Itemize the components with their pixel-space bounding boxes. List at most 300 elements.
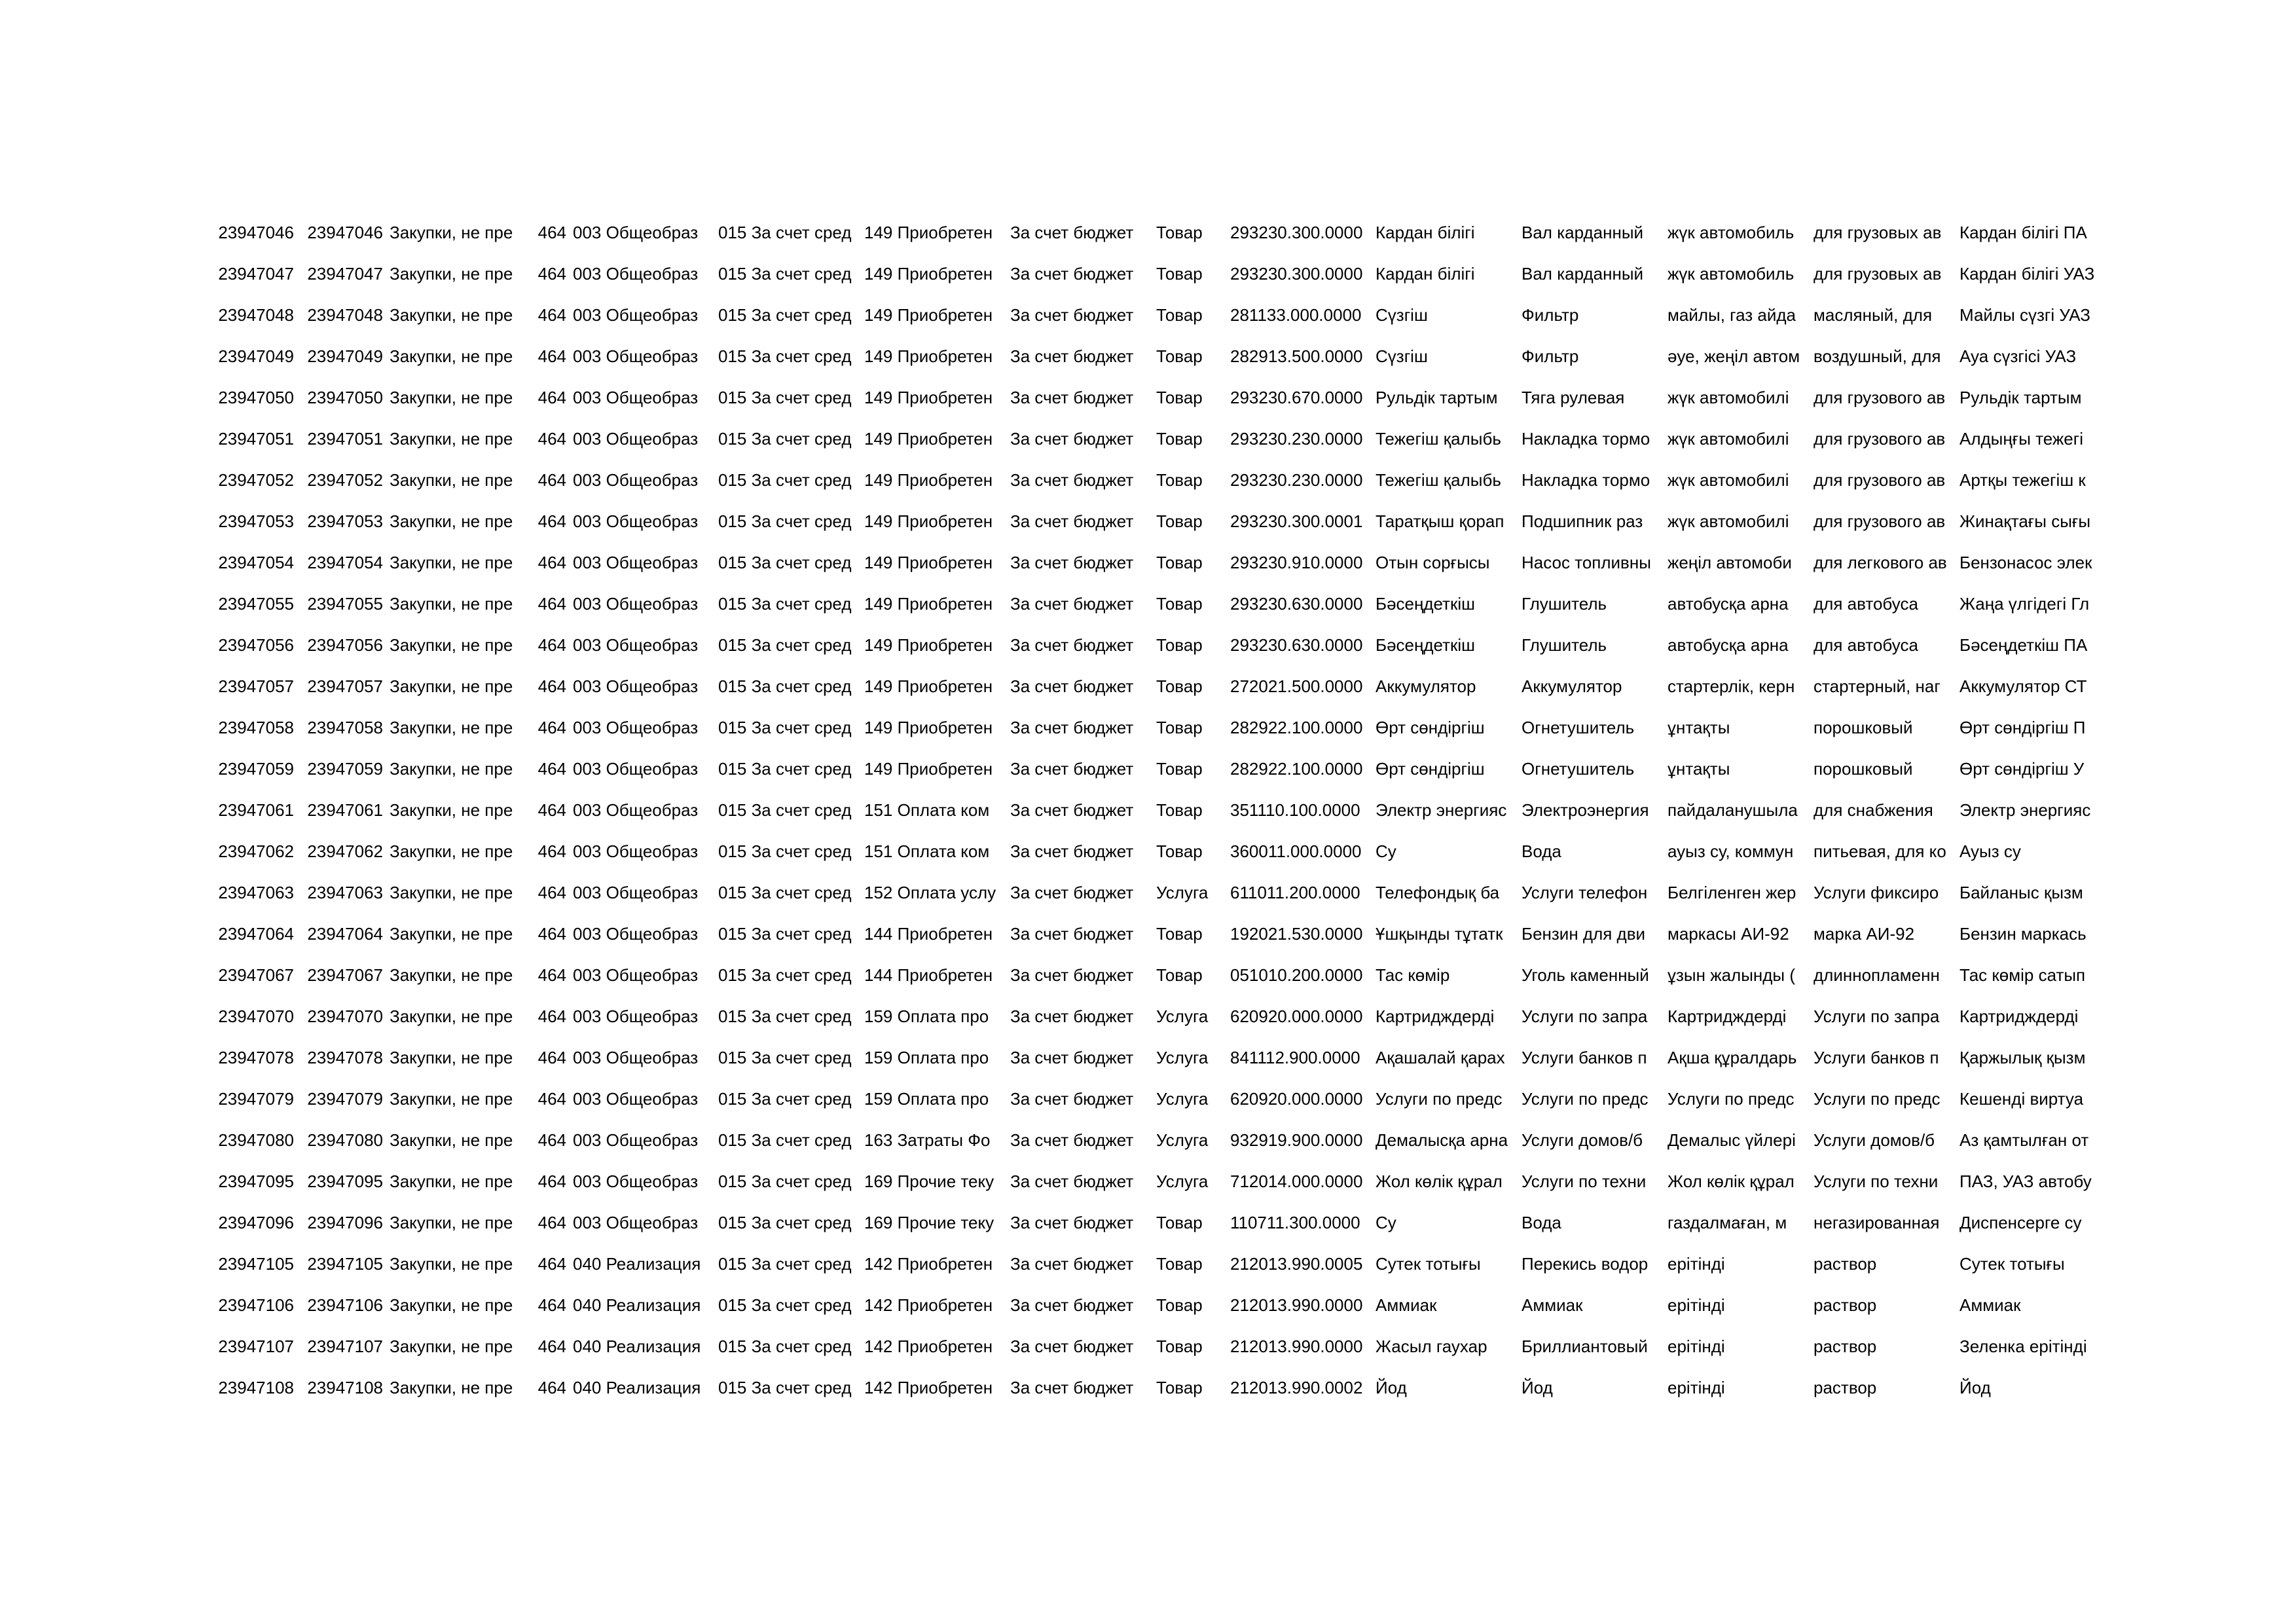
cell-text: Услуга <box>1156 1047 1209 1067</box>
characteristic-ru-cell <box>1811 1160 1957 1202</box>
cell-text: 464 <box>538 1130 566 1150</box>
specifics-cell <box>862 335 1008 377</box>
cell-text: 110711.300.0000 <box>1230 1212 1360 1232</box>
cell-text: ПАЗ, УАЗ автобу <box>1959 1171 2092 1191</box>
cell-text: раствор <box>1813 1295 1877 1315</box>
characteristic-ru-cell <box>1811 1119 1957 1160</box>
cell-text: Услуги по предс <box>1376 1088 1503 1109</box>
subject-type-cell <box>1154 542 1228 583</box>
admin-code-cell <box>532 335 570 377</box>
cell-text: газдалмаған, м <box>1667 1212 1787 1232</box>
cell-text: 003 Общеобраз <box>573 470 699 490</box>
program-cell <box>570 500 716 542</box>
cell-text: 040 Реализация <box>573 1336 701 1356</box>
cell-text: 464 <box>538 1212 566 1232</box>
cell-text: За счет бюджет <box>1010 1047 1134 1067</box>
cell-text: для грузового ав <box>1813 511 1946 531</box>
cell-text: 149 Приобретен <box>864 635 993 655</box>
characteristic-kz-cell <box>1665 913 1811 954</box>
cell-text: Таратқыш қорап <box>1376 511 1504 531</box>
cell-text: 23947058 <box>218 717 294 737</box>
cell-text: Бәсеңдеткіш <box>1376 593 1476 614</box>
lot-id-cell <box>298 1243 387 1284</box>
table-row <box>189 995 2102 1037</box>
cell-text: Бәсеңдеткіш ПА <box>1959 635 2088 655</box>
name-kz-cell <box>1373 335 1519 377</box>
cell-text: 015 За счет сред <box>718 428 852 449</box>
cell-text: Глушитель <box>1522 593 1607 614</box>
cell-text: Су <box>1376 1212 1396 1232</box>
cell-text: Услуга <box>1156 1088 1209 1109</box>
cell-text: марка АИ-92 <box>1813 923 1915 944</box>
characteristic-ru-cell <box>1811 624 1957 665</box>
subject-type-cell <box>1154 913 1228 954</box>
specifics-cell <box>862 459 1008 500</box>
cell-text: 464 <box>538 676 566 696</box>
cell-text: Байланыс қызм <box>1959 882 2083 902</box>
cell-text: Услуги телефон <box>1522 882 1648 902</box>
subject-type-cell <box>1154 1119 1228 1160</box>
cell-text: жүк автомобиль <box>1667 263 1795 284</box>
cell-text: для автобуса <box>1813 635 1918 655</box>
cell-text: Кардан білігі УАЗ <box>1959 263 2095 284</box>
record-id-cell <box>189 789 298 830</box>
cell-text: Йод <box>1522 1377 1553 1397</box>
cell-text: 144 Приобретен <box>864 923 993 944</box>
cell-text: 23947106 <box>307 1295 383 1315</box>
cell-text: Аз қамтылған от <box>1959 1130 2089 1150</box>
cell-text: 159 Оплата про <box>864 1088 989 1109</box>
name-kz-cell <box>1373 500 1519 542</box>
cell-text: 003 Общеобраз <box>573 263 699 284</box>
cell-text: Электроэнергия <box>1522 800 1649 820</box>
cell-text: Закупки, не пре <box>390 1295 513 1315</box>
cell-text: За счет бюджет <box>1010 717 1134 737</box>
table-row <box>189 212 2102 253</box>
cell-text: раствор <box>1813 1377 1877 1397</box>
subject-type-cell <box>1154 377 1228 418</box>
cell-text: За счет бюджет <box>1010 222 1134 242</box>
name-ru-cell <box>1519 707 1665 748</box>
description-kz-cell <box>1957 748 2102 789</box>
cell-text: 23947096 <box>307 1212 383 1232</box>
budget-source-cell <box>1008 1202 1154 1243</box>
record-id-cell <box>189 707 298 748</box>
cell-text: Закупки, не пре <box>390 1088 513 1109</box>
cell-text: Аммиак <box>1522 1295 1583 1315</box>
procurement-method-cell <box>387 1202 532 1243</box>
budget-source-cell <box>1008 624 1154 665</box>
admin-code-cell <box>532 830 570 872</box>
record-id-cell <box>189 1325 298 1367</box>
record-id-cell <box>189 1119 298 1160</box>
cell-text: 272021.500.0000 <box>1230 676 1363 696</box>
cell-text: 149 Приобретен <box>864 552 993 572</box>
cell-text: 003 Общеобраз <box>573 593 699 614</box>
cell-text: 003 Общеобраз <box>573 676 699 696</box>
specifics-cell <box>862 665 1008 707</box>
cell-text: 003 Общеобраз <box>573 1130 699 1150</box>
cell-text: 003 Общеобраз <box>573 1047 699 1067</box>
cell-text: 23947046 <box>218 222 294 242</box>
procurement-method-cell <box>387 500 532 542</box>
cell-text: 015 За счет сред <box>718 758 852 779</box>
admin-code-cell <box>532 1202 570 1243</box>
funding-source-cell <box>716 500 862 542</box>
cell-text: 149 Приобретен <box>864 428 993 449</box>
description-kz-cell <box>1957 377 2102 418</box>
ktru-code-cell <box>1228 1160 1373 1202</box>
procurement-method-cell <box>387 830 532 872</box>
budget-source-cell <box>1008 954 1154 995</box>
cell-text: За счет бюджет <box>1010 263 1134 284</box>
cell-text: За счет бюджет <box>1010 552 1134 572</box>
cell-text: 015 За счет сред <box>718 304 852 325</box>
cell-text: Закупки, не пре <box>390 882 513 902</box>
admin-code-cell <box>532 995 570 1037</box>
cell-text: За счет бюджет <box>1010 511 1134 531</box>
cell-text: Электр энергияс <box>1376 800 1507 820</box>
cell-text: 015 За счет сред <box>718 800 852 820</box>
table-row <box>189 377 2102 418</box>
cell-text: 212013.990.0005 <box>1230 1253 1363 1274</box>
subject-type-cell <box>1154 995 1228 1037</box>
cell-text: 040 Реализация <box>573 1377 701 1397</box>
specifics-cell <box>862 1160 1008 1202</box>
cell-text: 23947059 <box>218 758 294 779</box>
specifics-cell <box>862 995 1008 1037</box>
lot-id-cell <box>298 872 387 913</box>
description-kz-cell <box>1957 418 2102 459</box>
budget-source-cell <box>1008 872 1154 913</box>
cell-text: 464 <box>538 1006 566 1026</box>
cell-text: Сүзгіш <box>1376 346 1428 366</box>
program-cell <box>570 1243 716 1284</box>
cell-text: ұнтақты <box>1667 717 1730 737</box>
lot-id-cell <box>298 789 387 830</box>
procurement-method-cell <box>387 1160 532 1202</box>
cell-text: Жасыл гаухар <box>1376 1336 1487 1356</box>
cell-text: 23947107 <box>218 1336 294 1356</box>
cell-text: Закупки, не пре <box>390 800 513 820</box>
cell-text: негазированная <box>1813 1212 1940 1232</box>
cell-text: 351110.100.0000 <box>1230 800 1360 820</box>
cell-text: Закупки, не пре <box>390 841 513 861</box>
cell-text: Накладка тормо <box>1522 428 1650 449</box>
subject-type-cell <box>1154 789 1228 830</box>
cell-text: Тежегіш қалыбь <box>1376 428 1501 449</box>
procurement-method-cell <box>387 294 532 335</box>
table-row <box>189 1160 2102 1202</box>
table-row <box>189 1243 2102 1284</box>
cell-text: 23947106 <box>218 1295 294 1315</box>
specifics-cell <box>862 1367 1008 1408</box>
name-ru-cell <box>1519 624 1665 665</box>
procurement-method-cell <box>387 624 532 665</box>
name-ru-cell <box>1519 830 1665 872</box>
name-ru-cell <box>1519 459 1665 500</box>
program-cell <box>570 789 716 830</box>
cell-text: За счет бюджет <box>1010 758 1134 779</box>
funding-source-cell <box>716 1037 862 1078</box>
admin-code-cell <box>532 377 570 418</box>
characteristic-ru-cell <box>1811 294 1957 335</box>
cell-text: 464 <box>538 1088 566 1109</box>
description-kz-cell <box>1957 1202 2102 1243</box>
cell-text: Подшипник раз <box>1522 511 1643 531</box>
specifics-cell <box>862 377 1008 418</box>
cell-text: ұнтақты <box>1667 758 1730 779</box>
subject-type-cell <box>1154 335 1228 377</box>
cell-text: 149 Приобретен <box>864 593 993 614</box>
name-kz-cell <box>1373 542 1519 583</box>
name-kz-cell <box>1373 954 1519 995</box>
cell-text: 23947063 <box>307 882 383 902</box>
cell-text: 464 <box>538 717 566 737</box>
cell-text: 23947063 <box>218 882 294 902</box>
table-row <box>189 707 2102 748</box>
lot-id-cell <box>298 1367 387 1408</box>
cell-text: Товар <box>1156 593 1203 614</box>
cell-text: 003 Общеобраз <box>573 965 699 985</box>
cell-text: За счет бюджет <box>1010 593 1134 614</box>
subject-type-cell <box>1154 583 1228 624</box>
cell-text: 464 <box>538 470 566 490</box>
cell-text: 015 За счет сред <box>718 222 852 242</box>
cell-text: ерітінді <box>1667 1295 1725 1315</box>
funding-source-cell <box>716 748 862 789</box>
cell-text: Закупки, не пре <box>390 1336 513 1356</box>
record-id-cell <box>189 459 298 500</box>
funding-source-cell <box>716 830 862 872</box>
funding-source-cell <box>716 542 862 583</box>
cell-text: Закупки, не пре <box>390 1130 513 1150</box>
cell-text: автобусқа арна <box>1667 593 1789 614</box>
cell-text: За счет бюджет <box>1010 1377 1134 1397</box>
cell-text: 611011.200.0000 <box>1230 882 1360 902</box>
budget-source-cell <box>1008 1243 1154 1284</box>
cell-text: 015 За счет сред <box>718 511 852 531</box>
cell-text: Вал карданный <box>1522 263 1644 284</box>
cell-text: жүк автомобилі <box>1667 428 1789 449</box>
cell-text: 464 <box>538 1377 566 1397</box>
ktru-code-cell <box>1228 377 1373 418</box>
procurement-method-cell <box>387 335 532 377</box>
cell-text: 015 За счет сред <box>718 635 852 655</box>
description-kz-cell <box>1957 954 2102 995</box>
lot-id-cell <box>298 1202 387 1243</box>
lot-id-cell <box>298 707 387 748</box>
program-cell <box>570 665 716 707</box>
cell-text: ерітінді <box>1667 1377 1725 1397</box>
cell-text: 23947050 <box>307 387 383 407</box>
cell-text: 464 <box>538 800 566 820</box>
procurement-method-cell <box>387 1367 532 1408</box>
subject-type-cell <box>1154 1367 1228 1408</box>
cell-text: Сүзгіш <box>1376 304 1428 325</box>
name-kz-cell <box>1373 1243 1519 1284</box>
cell-text: Услуга <box>1156 1006 1209 1026</box>
table-row <box>189 665 2102 707</box>
cell-text: 23947047 <box>307 263 383 284</box>
cell-text: Накладка тормо <box>1522 470 1650 490</box>
procurement-method-cell <box>387 459 532 500</box>
characteristic-ru-cell <box>1811 1367 1957 1408</box>
funding-source-cell <box>716 954 862 995</box>
cell-text: Отын сорғысы <box>1376 552 1490 572</box>
characteristic-kz-cell <box>1665 1325 1811 1367</box>
cell-text: 003 Общеобраз <box>573 511 699 531</box>
cell-text: Закупки, не пре <box>390 1171 513 1191</box>
cell-text: жүк автомобилі <box>1667 387 1789 407</box>
cell-text: 23947070 <box>218 1006 294 1026</box>
cell-text: маркасы АИ-92 <box>1667 923 1789 944</box>
characteristic-kz-cell <box>1665 665 1811 707</box>
cell-text: Картридждерді <box>1959 1006 2079 1026</box>
cell-text: 144 Приобретен <box>864 965 993 985</box>
cell-text: пайдаланушыла <box>1667 800 1798 820</box>
cell-text: Товар <box>1156 552 1203 572</box>
funding-source-cell <box>716 1367 862 1408</box>
record-id-cell <box>189 377 298 418</box>
cell-text: Товар <box>1156 222 1203 242</box>
name-kz-cell <box>1373 294 1519 335</box>
cell-text: Закупки, не пре <box>390 346 513 366</box>
table-row <box>189 748 2102 789</box>
ktru-code-cell <box>1228 830 1373 872</box>
cell-text: 23947064 <box>307 923 383 944</box>
cell-text: Сутек тотығы <box>1959 1253 2065 1274</box>
cell-text: 23947067 <box>218 965 294 985</box>
procurement-method-cell <box>387 665 532 707</box>
ktru-code-cell <box>1228 1367 1373 1408</box>
ktru-code-cell <box>1228 253 1373 294</box>
lot-id-cell <box>298 624 387 665</box>
cell-text: Товар <box>1156 428 1203 449</box>
cell-text: 142 Приобретен <box>864 1377 993 1397</box>
ktru-code-cell <box>1228 500 1373 542</box>
record-id-cell <box>189 665 298 707</box>
cell-text: Товар <box>1156 346 1203 366</box>
cell-text: 149 Приобретен <box>864 511 993 531</box>
cell-text: 464 <box>538 1253 566 1274</box>
cell-text: 282922.100.0000 <box>1230 758 1363 779</box>
cell-text: Перекись водор <box>1522 1253 1649 1274</box>
program-cell <box>570 1325 716 1367</box>
cell-text: 23947055 <box>307 593 383 614</box>
cell-text: 212013.990.0002 <box>1230 1377 1363 1397</box>
cell-text: 23947052 <box>307 470 383 490</box>
program-cell <box>570 294 716 335</box>
admin-code-cell <box>532 459 570 500</box>
cell-text: Товар <box>1156 635 1203 655</box>
program-cell <box>570 707 716 748</box>
budget-source-cell <box>1008 1119 1154 1160</box>
cell-text: За счет бюджет <box>1010 1130 1134 1150</box>
funding-source-cell <box>716 212 862 253</box>
record-id-cell <box>189 500 298 542</box>
name-ru-cell <box>1519 789 1665 830</box>
cell-text: 360011.000.0000 <box>1230 841 1362 861</box>
procurement-method-cell <box>387 872 532 913</box>
record-id-cell <box>189 830 298 872</box>
description-kz-cell <box>1957 542 2102 583</box>
lot-id-cell <box>298 954 387 995</box>
ktru-code-cell <box>1228 995 1373 1037</box>
cell-text: За счет бюджет <box>1010 635 1134 655</box>
name-ru-cell <box>1519 995 1665 1037</box>
cell-text: Йод <box>1376 1377 1407 1397</box>
cell-text: 015 За счет сред <box>718 882 852 902</box>
cell-text: 464 <box>538 511 566 531</box>
cell-text: Товар <box>1156 263 1203 284</box>
lot-id-cell <box>298 459 387 500</box>
cell-text: Аккумулятор <box>1376 676 1476 696</box>
subject-type-cell <box>1154 624 1228 665</box>
description-kz-cell <box>1957 624 2102 665</box>
characteristic-ru-cell <box>1811 872 1957 913</box>
cell-text: 282913.500.0000 <box>1230 346 1363 366</box>
characteristic-kz-cell <box>1665 418 1811 459</box>
name-ru-cell <box>1519 913 1665 954</box>
cell-text: 620920.000.0000 <box>1230 1006 1363 1026</box>
cell-text: Вал карданный <box>1522 222 1644 242</box>
budget-source-cell <box>1008 542 1154 583</box>
cell-text: Услуги по запра <box>1813 1006 1940 1026</box>
admin-code-cell <box>532 1284 570 1325</box>
cell-text: Закупки, не пре <box>390 1006 513 1026</box>
description-kz-cell <box>1957 707 2102 748</box>
record-id-cell <box>189 1202 298 1243</box>
characteristic-ru-cell <box>1811 1202 1957 1243</box>
cell-text: 23947108 <box>218 1377 294 1397</box>
procurement-method-cell <box>387 1243 532 1284</box>
ktru-code-cell <box>1228 335 1373 377</box>
cell-text: 464 <box>538 304 566 325</box>
cell-text: 163 Затраты Фо <box>864 1130 991 1150</box>
name-ru-cell <box>1519 583 1665 624</box>
cell-text: для снабжения <box>1813 800 1933 820</box>
characteristic-ru-cell <box>1811 1325 1957 1367</box>
program-cell <box>570 1367 716 1408</box>
cell-text: 149 Приобретен <box>864 387 993 407</box>
characteristic-kz-cell <box>1665 748 1811 789</box>
funding-source-cell <box>716 253 862 294</box>
specifics-cell <box>862 1243 1008 1284</box>
cell-text: Закупки, не пре <box>390 263 513 284</box>
cell-text: Өрт сөндіргіш <box>1376 758 1485 779</box>
procurement-method-cell <box>387 954 532 995</box>
cell-text: Услуга <box>1156 1171 1209 1191</box>
characteristic-ru-cell <box>1811 995 1957 1037</box>
specifics-cell <box>862 294 1008 335</box>
characteristic-kz-cell <box>1665 872 1811 913</box>
funding-source-cell <box>716 789 862 830</box>
cell-text: 464 <box>538 552 566 572</box>
name-kz-cell <box>1373 253 1519 294</box>
cell-text: Услуги по предс <box>1813 1088 1941 1109</box>
cell-text: 149 Приобретен <box>864 676 993 696</box>
cell-text: 003 Общеобраз <box>573 346 699 366</box>
cell-text: Жинақтағы сығы <box>1959 511 2091 531</box>
cell-text: Бензин для дви <box>1522 923 1646 944</box>
cell-text: Глушитель <box>1522 635 1607 655</box>
cell-text: 169 Прочие теку <box>864 1212 994 1232</box>
cell-text: Өрт сөндіргіш П <box>1959 717 2086 737</box>
characteristic-ru-cell <box>1811 913 1957 954</box>
cell-text: 23947055 <box>218 593 294 614</box>
admin-code-cell <box>532 624 570 665</box>
